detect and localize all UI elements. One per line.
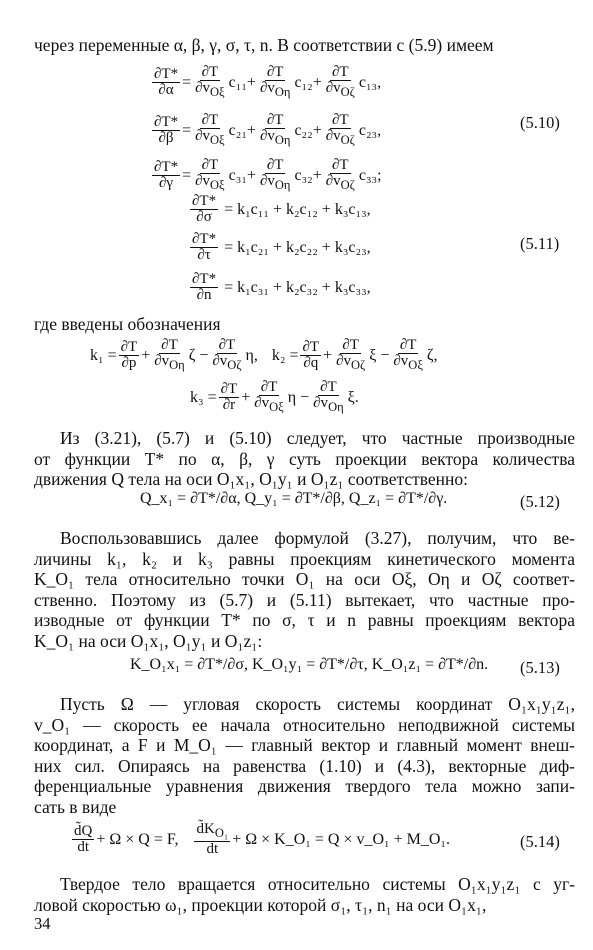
text-line: Твердое тело вращается относительно системы O₁x₁y₁z₁ с уг-: [60, 874, 575, 894]
fraction: $\frac{\partial T}{\partial v_{O\zeta}}$: [325, 112, 355, 147]
fraction: $\frac{\partial T}{\partial v_{O\xi}}$: [195, 157, 225, 192]
eq-5-10-row: $\frac{\partial T*}{\partial\beta}$ = $\frac{\partial T}{\partial v_{O\xi}}$ c₂₁ + $\frac{\partial T}{\partial v_{O\eta}}$ c₂₂ + $\frac{\partial T}{\partial v_{O\zeta}}$ c₂₃,: [154, 112, 382, 147]
text-line: них сил. Опираясь на равенства (1.10) и (4.3), векторные диф-: [34, 755, 575, 776]
text-line: Пусть Ω — угловая скорость системы координат O₁x₁y₁z₁,: [60, 694, 575, 714]
eq-5-14-part-b: + Ω × K_O₁ = Q × v_O₁ + M_O₁.: [232, 830, 450, 848]
text-line: от функции T* по α, β, γ суть проекции вектора количества: [34, 448, 575, 469]
fraction: $\frac{\partial T}{\partial r}$: [220, 381, 238, 413]
text-line: изводные от функции T* по σ, τ и n равны проекциям вектора: [34, 610, 575, 630]
equation-5-13: K_O₁x₁ = ∂T*/∂σ, K_O₁y₁ = ∂T*/∂τ, K_O₁z₁ = ∂T*/∂n.: [130, 656, 489, 673]
eq-number-5-14: (5.14): [520, 832, 560, 851]
eq-5-10-row: $\frac{\partial T*}{\partial\gamma}$ = $\frac{\partial T}{\partial v_{O\xi}}$ c₃₁ + $\frac{\partial T}{\partial v_{O\eta}}$ c₃₂ + $\frac{\partial T}{\partial v_{O\zeta}}$ c₃₃;: [154, 157, 382, 192]
fraction: $\frac{\partial T}{\partial v_{O\xi}}$: [195, 64, 225, 99]
text-line: сать в виде: [34, 796, 117, 817]
fraction: $\frac{\partial T}{\partial v_{O\eta}}$: [313, 379, 344, 414]
fraction: $\frac{\partial T*}{\partial\tau}$: [192, 231, 217, 263]
fraction: $\frac{\partial T}{\partial v_{O\xi}}$: [195, 112, 225, 147]
fraction: $\frac{d̃K_{O_1}}{dt}$: [196, 821, 229, 857]
fraction: $\frac{\partial T*}{\partial\alpha}$: [154, 66, 179, 98]
fraction: $\frac{\partial T*}{\partial\beta}$: [154, 114, 179, 146]
intro-line: через переменные α, β, γ, σ, τ, n. В соответствии с (5.9) имеем: [34, 35, 494, 55]
k1-lhs: k₁ =: [90, 346, 117, 364]
eq-number-5-12: (5.12): [520, 492, 560, 511]
equation-k3: k₃ = $\frac{\partial T}{\partial r}$ + $\frac{\partial T}{\partial v_{O\xi}}$ η − $\frac{\partial T}{\partial v_{O\eta}}$ ξ.: [190, 379, 359, 414]
fraction: $\frac{\partial T*}{\partial\gamma}$: [154, 159, 179, 191]
eq-number-5-11: (5.11): [520, 234, 560, 253]
eq-5-14-part-a: + Ω × Q = F,: [96, 830, 179, 848]
eq-5-11-row: $\frac{\partial T*}{\partial\tau}$ = k₁c₂₁ + k₂c₂₂ + k₃c₂₃,: [192, 231, 371, 263]
text-line: Воспользовавшись далее формулой (3.27), получим, что ве-: [60, 528, 575, 548]
fraction: $\frac{\partial T}{\partial v_{O\zeta}}$: [325, 64, 355, 99]
text-line: K_O₁ на оси O₁x₁, O₁y₁ и O₁z₁:: [34, 630, 263, 651]
text-line: Из (3.21), (5.7) и (5.10) следует, что частные производные: [60, 428, 575, 448]
eq-5-11-row: $\frac{\partial T*}{\partial\sigma}$ = k₁c₁₁ + k₂c₁₂ + k₃c₁₃,: [192, 193, 371, 225]
text-line: личины k₁, k₂ и k₃ равны проекциям кинетического момента: [34, 548, 575, 569]
text-line: v_O₁ — скорость ее начала относительно неподвижной системы: [34, 714, 575, 735]
text-line: движения Q тела на оси O₁x₁, O₁y₁ и O₁z₁ соответственно:: [34, 469, 469, 489]
text-line: ференциальные уравнения движения твердого тела можно запи-: [34, 776, 575, 796]
fraction: $\frac{\partial T}{\partial v_{O\eta}}$: [259, 112, 291, 147]
text-line: координат, а F и M_O₁ — главный вектор и главный момент внеш-: [34, 735, 575, 755]
fraction: $\frac{\partial T}{\partial v_{O\eta}}$: [259, 157, 291, 192]
fraction: $\frac{\partial T}{\partial q}$: [302, 339, 320, 371]
k3-lhs: k₃ =: [190, 388, 217, 406]
fraction: $\frac{\partial T*}{\partial\sigma}$: [192, 193, 217, 225]
text-line: ловой скоростью ω₁, проекции которой σ₁, τ₁, n₁ на оси O₁x₁,: [34, 894, 487, 915]
fraction: $\frac{d̃Q}{dt}$: [74, 823, 93, 855]
eq-number-5-13: (5.13): [520, 658, 560, 677]
equation-k1-k2: k₁ = $\frac{\partial T}{\partial p}$ + $\frac{\partial T}{\partial v_{O\eta}}$ ζ − $\frac{\partial T}{\partial v_{O\zeta}}$ η, k₂ = $\frac{\partial T}{\partial q}$ + $\frac{\partial T}{\partial v_{O\zeta}}$ ξ − $\frac{\partial T}{\partial v_{O\xi}}$ ζ,: [90, 337, 438, 372]
notation-line: где введены обозначения: [34, 314, 221, 334]
text-line: ственно. Поэтому из (5.7) и (5.11) вытекает, что частные про-: [34, 589, 575, 610]
fraction: $\frac{\partial T}{\partial v_{O\eta}}$: [154, 337, 185, 372]
fraction: $\frac{\partial T}{\partial v_{O\zeta}}$: [212, 337, 242, 372]
fraction: $\frac{\partial T}{\partial v_{O\xi}}$: [393, 337, 423, 372]
fraction: $\frac{\partial T}{\partial p}$: [120, 339, 138, 371]
fraction: $\frac{\partial T}{\partial v_{O\zeta}}$: [325, 157, 355, 192]
text-line: K_O₁ тела относительно точки O₁ на оси Oξ, Oη и Oζ соответ-: [34, 569, 575, 589]
eq-5-11-row: $\frac{\partial T*}{\partial n}$ = k₁c₃₁ + k₂c₃₂ + k₃c₃₃,: [192, 271, 371, 303]
eq-number-5-10: (5.10): [520, 113, 560, 132]
fraction: $\frac{\partial T*}{\partial n}$: [192, 271, 217, 303]
fraction: $\frac{\partial T}{\partial v_{O\xi}}$: [254, 379, 284, 414]
k2-lhs: k₂ =: [271, 346, 299, 364]
fraction: $\frac{\partial T}{\partial v_{O\eta}}$: [259, 64, 291, 99]
eq-5-10-row: $\frac{\partial T*}{\partial\alpha}$ = $\frac{\partial T}{\partial v_{O\xi}}$ c₁₁ + $\frac{\partial T}{\partial v_{O\eta}}$ c₁₂ + $\frac{\partial T}{\partial v_{O\zeta}}$ c₁₃,: [154, 64, 382, 99]
fraction: $\frac{\partial T}{\partial v_{O\zeta}}$: [336, 337, 366, 372]
page-number: 34: [34, 914, 51, 933]
equation-5-12: Q_x₁ = ∂T*/∂α, Q_y₁ = ∂T*/∂β, Q_z₁ = ∂T*/∂γ.: [140, 490, 448, 507]
equation-5-14: [70, 822, 450, 857]
